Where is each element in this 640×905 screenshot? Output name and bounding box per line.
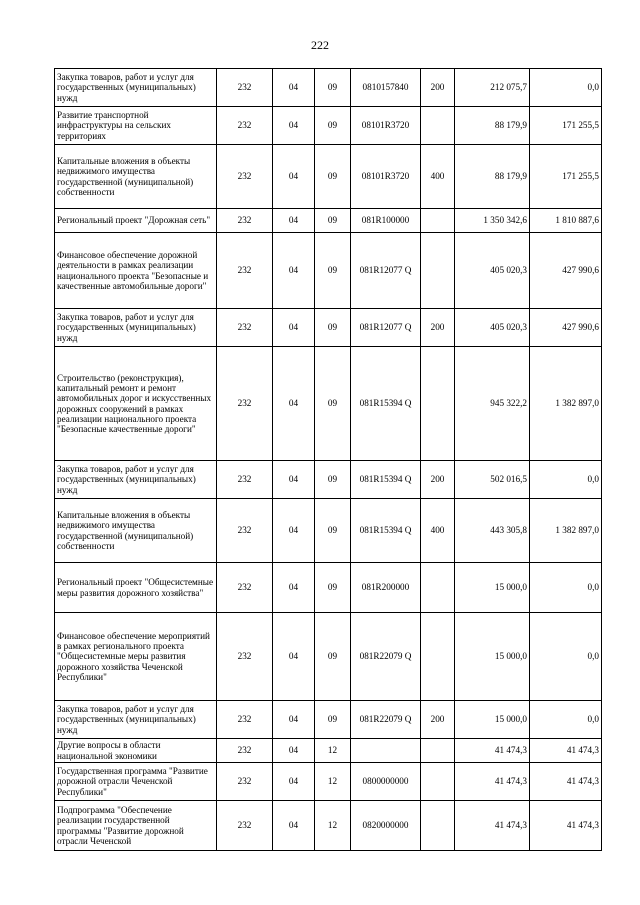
cell-subsection-code: 09 — [315, 107, 351, 145]
cell-subsection-code: 12 — [315, 739, 351, 763]
cell-expense-type: 200 — [421, 461, 455, 499]
cell-amount-year2: 0,0 — [530, 69, 602, 107]
cell-name: Закупка товаров, работ и услуг для государственных (муниципальных) нужд — [55, 701, 217, 739]
cell-ministry-code: 232 — [217, 461, 273, 499]
cell-expense-type: 200 — [421, 701, 455, 739]
cell-amount-year1: 443 305,8 — [455, 499, 530, 563]
cell-amount-year2: 0,0 — [530, 613, 602, 701]
cell-target-article: 081R22079 Q — [351, 701, 421, 739]
cell-section-code: 04 — [273, 801, 315, 851]
cell-subsection-code: 09 — [315, 145, 351, 209]
table-row — [55, 801, 602, 851]
cell-subsection-code: 09 — [315, 209, 351, 233]
cell-ministry-code: 232 — [217, 107, 273, 145]
cell-expense-type: 200 — [421, 69, 455, 107]
table-row — [55, 461, 602, 499]
cell-name: Региональный проект "Общесистемные меры развития дорожного хозяйства" — [55, 563, 217, 613]
cell-ministry-code: 232 — [217, 563, 273, 613]
cell-amount-year2: 41 474,3 — [530, 801, 602, 851]
cell-subsection-code: 09 — [315, 69, 351, 107]
cell-ministry-code: 232 — [217, 739, 273, 763]
cell-subsection-code: 09 — [315, 461, 351, 499]
cell-expense-type — [421, 563, 455, 613]
cell-amount-year1: 502 016,5 — [455, 461, 530, 499]
cell-section-code: 04 — [273, 233, 315, 309]
cell-subsection-code: 09 — [315, 563, 351, 613]
cell-ministry-code: 232 — [217, 613, 273, 701]
cell-amount-year1: 88 179,9 — [455, 107, 530, 145]
cell-expense-type — [421, 233, 455, 309]
cell-section-code: 04 — [273, 701, 315, 739]
cell-name: Финансовое обеспечение дорожной деятельности в рамках реализации национального проекта "Безопасные и качественные автомобильные дороги" — [55, 233, 217, 309]
cell-section-code: 04 — [273, 499, 315, 563]
cell-section-code: 04 — [273, 763, 315, 801]
cell-amount-year2: 171 255,5 — [530, 145, 602, 209]
table-row — [55, 563, 602, 613]
cell-amount-year2: 427 990,6 — [530, 233, 602, 309]
cell-name: Капитальные вложения в объекты недвижимого имущества государственной (муниципальной) собственности — [55, 499, 217, 563]
cell-subsection-code: 09 — [315, 499, 351, 563]
cell-amount-year2: 41 474,3 — [530, 739, 602, 763]
cell-amount-year2: 427 990,6 — [530, 309, 602, 347]
table-row — [55, 763, 602, 801]
table-body — [55, 69, 602, 851]
cell-subsection-code: 09 — [315, 613, 351, 701]
cell-section-code: 04 — [273, 563, 315, 613]
cell-ministry-code: 232 — [217, 701, 273, 739]
cell-amount-year2: 0,0 — [530, 563, 602, 613]
cell-target-article: 0800000000 — [351, 763, 421, 801]
table-row — [55, 309, 602, 347]
cell-section-code: 04 — [273, 739, 315, 763]
cell-subsection-code: 09 — [315, 701, 351, 739]
cell-ministry-code: 232 — [217, 763, 273, 801]
cell-name: Государственная программа "Развитие дорожной отрасли Чеченской Республики" — [55, 763, 217, 801]
cell-ministry-code: 232 — [217, 233, 273, 309]
cell-name: Строительство (реконструкция), капитальный ремонт и ремонт автомобильных дорог и искусственных дорожных сооружений в рамках реализации национального проекта "Безопасные качественные дороги" — [55, 347, 217, 461]
cell-section-code: 04 — [273, 347, 315, 461]
cell-subsection-code: 09 — [315, 309, 351, 347]
cell-ministry-code: 232 — [217, 499, 273, 563]
table-row — [55, 69, 602, 107]
cell-expense-type — [421, 739, 455, 763]
cell-amount-year1: 41 474,3 — [455, 739, 530, 763]
cell-target-article: 081R12077 Q — [351, 309, 421, 347]
cell-ministry-code: 232 — [217, 801, 273, 851]
cell-name: Закупка товаров, работ и услуг для государственных (муниципальных) нужд — [55, 461, 217, 499]
cell-name: Капитальные вложения в объекты недвижимого имущества государственной (муниципальной) собственности — [55, 145, 217, 209]
table-row — [55, 209, 602, 233]
cell-section-code: 04 — [273, 309, 315, 347]
cell-amount-year2: 1 382 897,0 — [530, 347, 602, 461]
cell-amount-year1: 88 179,9 — [455, 145, 530, 209]
table-row — [55, 701, 602, 739]
cell-target-article: 08101R3720 — [351, 145, 421, 209]
cell-amount-year2: 1 810 887,6 — [530, 209, 602, 233]
cell-expense-type: 400 — [421, 499, 455, 563]
cell-target-article: 081R200000 — [351, 563, 421, 613]
table-row — [55, 107, 602, 145]
cell-target-article: 08101R3720 — [351, 107, 421, 145]
cell-amount-year1: 212 075,7 — [455, 69, 530, 107]
cell-amount-year2: 1 382 897,0 — [530, 499, 602, 563]
cell-subsection-code: 12 — [315, 763, 351, 801]
cell-ministry-code: 232 — [217, 309, 273, 347]
cell-expense-type — [421, 209, 455, 233]
cell-expense-type — [421, 763, 455, 801]
cell-name: Региональный проект "Дорожная сеть" — [55, 209, 217, 233]
cell-target-article: 0820000000 — [351, 801, 421, 851]
cell-amount-year1: 15 000,0 — [455, 563, 530, 613]
cell-target-article: 081R12077 Q — [351, 233, 421, 309]
cell-amount-year2: 171 255,5 — [530, 107, 602, 145]
cell-amount-year2: 0,0 — [530, 461, 602, 499]
page-number: 222 — [311, 38, 329, 52]
cell-target-article: 0810157840 — [351, 69, 421, 107]
table-row — [55, 739, 602, 763]
cell-section-code: 04 — [273, 145, 315, 209]
cell-amount-year1: 945 322,2 — [455, 347, 530, 461]
cell-ministry-code: 232 — [217, 145, 273, 209]
cell-expense-type — [421, 107, 455, 145]
cell-target-article: 081R100000 — [351, 209, 421, 233]
cell-subsection-code: 09 — [315, 233, 351, 309]
budget-table — [54, 68, 602, 851]
cell-ministry-code: 232 — [217, 347, 273, 461]
cell-amount-year1: 15 000,0 — [455, 613, 530, 701]
cell-amount-year2: 0,0 — [530, 701, 602, 739]
table-row — [55, 347, 602, 461]
cell-ministry-code: 232 — [217, 209, 273, 233]
table-row — [55, 233, 602, 309]
cell-amount-year1: 1 350 342,6 — [455, 209, 530, 233]
cell-amount-year2: 41 474,3 — [530, 763, 602, 801]
cell-subsection-code: 12 — [315, 801, 351, 851]
cell-target-article: 081R15394 Q — [351, 499, 421, 563]
cell-section-code: 04 — [273, 209, 315, 233]
cell-expense-type — [421, 613, 455, 701]
cell-amount-year1: 405 020,3 — [455, 309, 530, 347]
cell-target-article: 081R15394 Q — [351, 461, 421, 499]
cell-name: Развитие транспортной инфраструктуры на сельских территориях — [55, 107, 217, 145]
cell-amount-year1: 41 474,3 — [455, 801, 530, 851]
cell-section-code: 04 — [273, 461, 315, 499]
cell-amount-year1: 41 474,3 — [455, 763, 530, 801]
table-row — [55, 613, 602, 701]
cell-target-article: 081R15394 Q — [351, 347, 421, 461]
cell-amount-year1: 405 020,3 — [455, 233, 530, 309]
cell-target-article — [351, 739, 421, 763]
cell-name: Финансовое обеспечение мероприятий в рамках регионального проекта "Общесистемные меры развития дорожного хозяйства Чеченской Республики" — [55, 613, 217, 701]
cell-expense-type — [421, 347, 455, 461]
cell-target-article: 081R22079 Q — [351, 613, 421, 701]
table-row — [55, 499, 602, 563]
cell-ministry-code: 232 — [217, 69, 273, 107]
cell-subsection-code: 09 — [315, 347, 351, 461]
cell-section-code: 04 — [273, 107, 315, 145]
cell-amount-year1: 15 000,0 — [455, 701, 530, 739]
cell-name: Закупка товаров, работ и услуг для государственных (муниципальных) нужд — [55, 309, 217, 347]
table-row — [55, 145, 602, 209]
cell-section-code: 04 — [273, 69, 315, 107]
cell-section-code: 04 — [273, 613, 315, 701]
cell-expense-type: 200 — [421, 309, 455, 347]
cell-name: Закупка товаров, работ и услуг для государственных (муниципальных) нужд — [55, 69, 217, 107]
cell-name: Подпрограмма "Обеспечение реализации государственной программы "Развитие дорожной отрасли Чеченской — [55, 801, 217, 851]
cell-expense-type: 400 — [421, 145, 455, 209]
cell-expense-type — [421, 801, 455, 851]
cell-name: Другие вопросы в области национальной экономики — [55, 739, 217, 763]
